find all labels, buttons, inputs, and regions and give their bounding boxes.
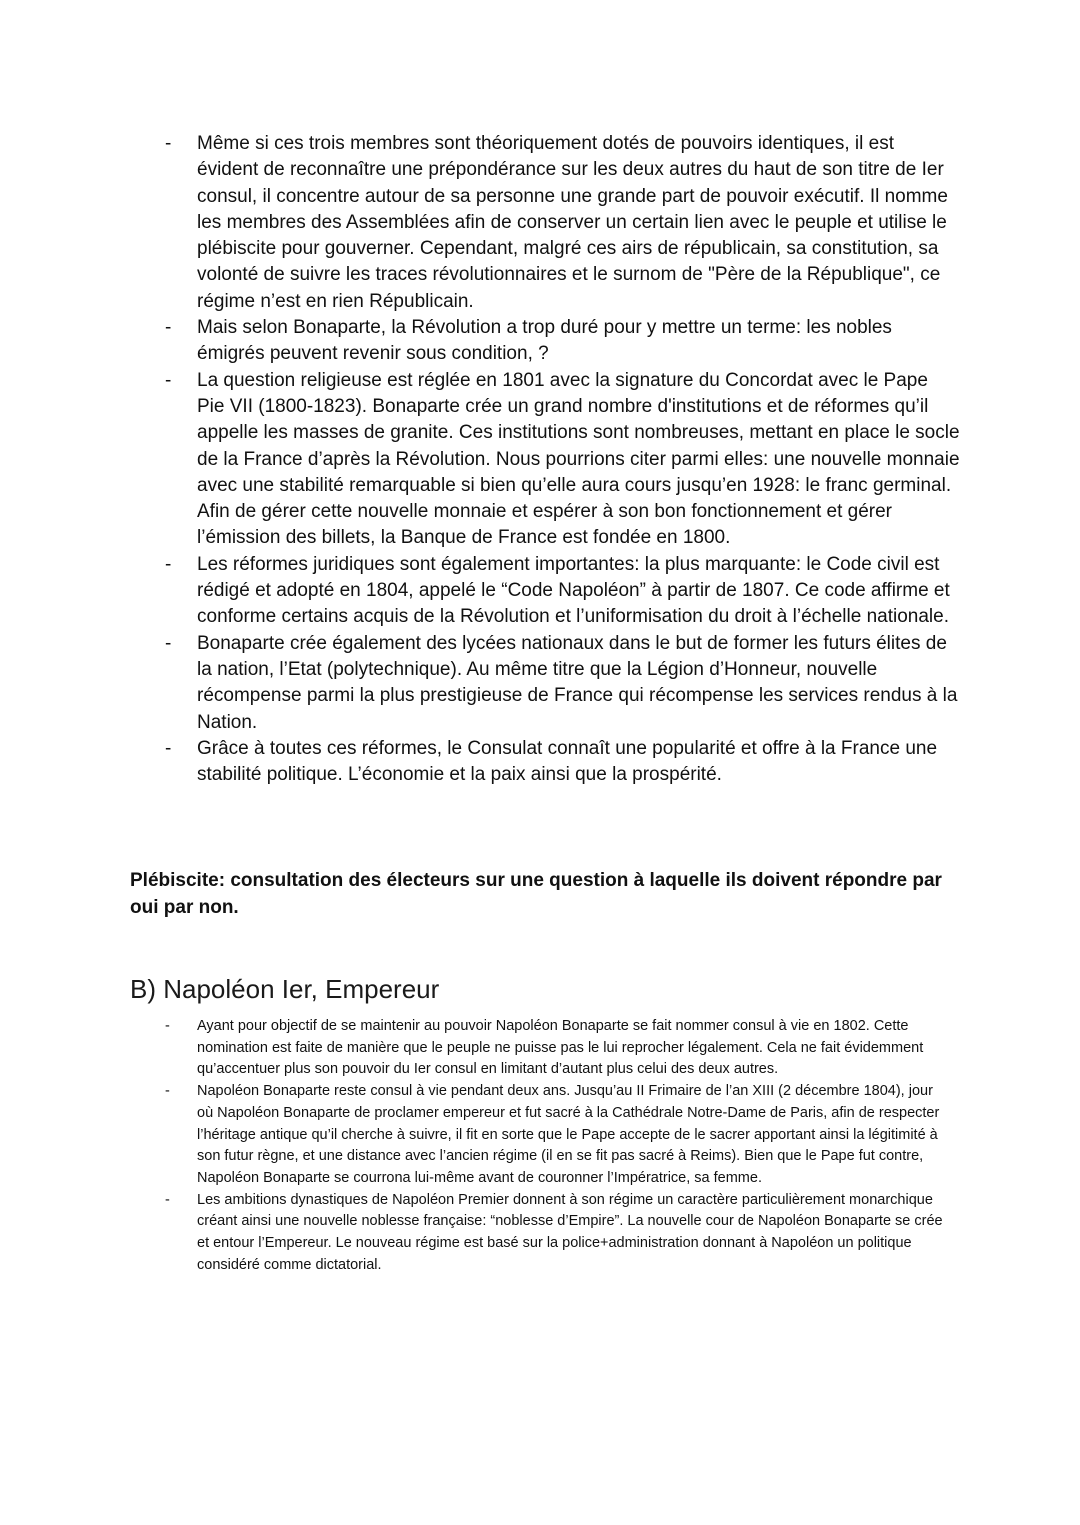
bullet-text: Mais selon Bonaparte, la Révolution a trop duré pour y mettre un terme: les nobles émigrés peuvent revenir sous condition, ?	[197, 317, 892, 365]
bullet-dash: -	[165, 1018, 170, 1034]
list-item	[130, 315, 960, 368]
bullet-dash: -	[165, 553, 172, 575]
bullet-text: Bonaparte crée également des lycées nationaux dans le but de former les futurs élites de la nation, l’Etat (polytechnique). Au même titre que la Légion d’Honneur, nouvelle récompense parmi la plus prestigieuse de France qui récompense les services rendus à la Nation.	[197, 632, 958, 733]
list-item	[130, 736, 960, 789]
bullet-dash: -	[165, 1191, 170, 1208]
list-item	[130, 1016, 950, 1081]
bullet-dash: -	[165, 1083, 170, 1100]
bullet-text: Les réformes juridiques sont également importantes: la plus marquante: le Code civil est rédigé et adopté en 1804, appelé le “Code Napoléon” à partir de 1807. Ce code affirme et conforme certains acquis de la Révolution et l’uniformisation du droit à l’échelle nationale.	[197, 553, 950, 628]
section-b-bullet-list	[130, 1016, 950, 1276]
list-item	[130, 131, 960, 315]
bullet-text: Même si ces trois membres sont théoriquement dotés de pouvoirs identiques, il est évident de reconnaître une prépondérance sur les deux autres du haut de son titre de Ier consul, il concentre autour de sa personne une grande part de pouvoir exécutif. Il nomme les membres des Assemblées afin de conserver un certain lien avec le peuple et utilise le plébiscite pour gouverner. Cependant, malgré ces airs de républicain, sa constitution, sa volonté de suivre les traces révolutionnaires et le surnom de "Père de la République", ce régime n’est en rien Républicain.	[197, 133, 948, 312]
plebiscite-definition: Plébiscite: consultation des électeurs sur une question à laquelle ils doivent répondre par oui par non.	[130, 870, 942, 918]
bullet-text: La question religieuse est réglée en 1801 avec la signature du Concordat avec le Pape Pie VII (1800-1823). Bonaparte crée un grand nombre d'institutions et de réformes qu’il appelle les masses de granite. Ces institutions sont nombreuses, mettant en place le socle de la France d’après la Révolution. Nous pourrions citer parmi elles: une nouvelle monnaie avec une stabilité remarquable si bien qu’elle aura cours jusqu’en 1928: le franc germinal. Afin de gérer cette nouvelle monnaie et espérer à son bon fonctionnement et gérer l’émission des billets, la Banque de France est fondée en 1800.	[197, 369, 960, 549]
bullet-dash: -	[165, 632, 172, 654]
list-item	[130, 631, 960, 736]
bullet-dash: -	[165, 133, 172, 154]
list-item	[130, 552, 960, 631]
list-item	[130, 1081, 950, 1190]
bullet-dash: -	[165, 737, 172, 759]
bullet-text: Les ambitions dynastiques de Napoléon Premier donnent à son régime un caractère particulièrement monarchique créant ainsi une nouvelle noblesse française: “noblesse d’Empire”. La nouvelle cour de Napoléon Bonaparte se crée et entour l’Empereur. Le nouveau régime est basé sur la police+administration donnant à Napoléon un politique considéré comme dictatorial.	[197, 1191, 943, 1273]
section-b-heading: B) Napoléon Ier, Empereur	[130, 974, 440, 1004]
bullet-dash: -	[165, 317, 172, 339]
bullet-text: Grâce à toutes ces réformes, le Consulat connaît une popularité et offre à la France une stabilité politique. L’économie et la paix ainsi que la prospérité.	[197, 737, 938, 786]
bullet-text: Ayant pour objectif de se maintenir au pouvoir Napoléon Bonaparte se fait nommer consul à vie en 1802. Cette nomination est faite de manière que le peuple ne puisse pas le lui reprocher légalement. Cela ne fait évidemment qu’accentuer plus son pouvoir du Ier consul en limitant d’autant plus celui des deux autres.	[197, 1018, 924, 1078]
list-item	[130, 368, 960, 552]
bullet-text: Napoléon Bonaparte reste consul à vie pendant deux ans. Jusqu’au II Frimaire de l’an XIII (2 décembre 1804), jour où Napoléon Bonaparte de proclamer empereur et fut sacré à la Cathédrale Notre-Dame de Paris, afin de respecter l’héritage antique qu’il cherche à suivre, il fit en sorte que le Pape accepte de le sacrer apportant ainsi la légitimité à son futur règne, et une distance avec l’ancien régime (il en se fit pas sacré à Reims). Bien que le Pape fut contre, Napoléon Bonaparte se courrona lui-même avant de couronner l’Impératrice, sa femme.	[197, 1083, 940, 1186]
section-a-bullet-list	[130, 131, 960, 788]
list-item	[130, 1190, 950, 1277]
bullet-dash: -	[165, 369, 172, 391]
